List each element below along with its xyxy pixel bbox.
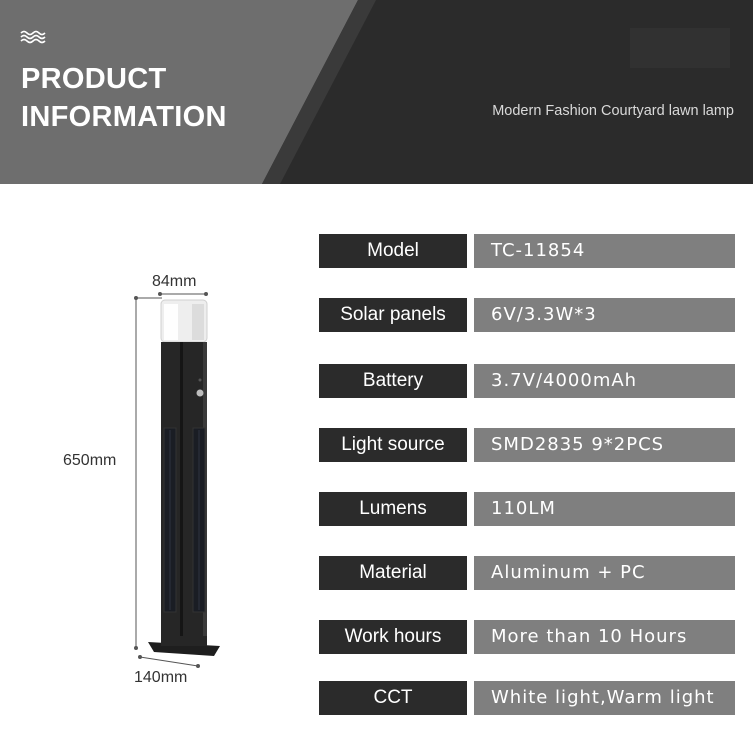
spec-value: SMD2835 9*2PCS	[474, 428, 735, 462]
spec-row-cct	[319, 681, 735, 715]
spec-row-model	[319, 234, 735, 268]
page-title	[21, 60, 227, 136]
spec-value: TC-11854	[474, 234, 735, 268]
height-dimension: 650mm	[63, 452, 117, 469]
spec-value: Aluminum + PC	[474, 556, 735, 590]
spec-label: Material	[319, 556, 467, 590]
product-subtitle: Modern Fashion Courtyard lawn lamp	[492, 103, 734, 119]
spec-value: 3.7V/4000mAh	[474, 364, 735, 398]
spec-label: Lumens	[319, 492, 467, 526]
spec-row-work-hours	[319, 620, 735, 654]
spec-label: Model	[319, 234, 467, 268]
header-banner	[0, 0, 753, 184]
spec-value: 110LM	[474, 492, 735, 526]
spec-row-lumens	[319, 492, 735, 526]
spec-row-light-source	[319, 428, 735, 462]
spec-label: Battery	[319, 364, 467, 398]
spec-label: Solar panels	[319, 298, 467, 332]
spec-value: White light,Warm light	[474, 681, 735, 715]
width-dimension: 84mm	[152, 273, 197, 290]
lamp-drawing	[0, 184, 300, 748]
spec-value: More than 10 Hours	[474, 620, 735, 654]
spec-row-battery	[319, 364, 735, 398]
spec-label: Work hours	[319, 620, 467, 654]
title-line-2: INFORMATION	[21, 101, 227, 133]
spec-label: CCT	[319, 681, 467, 715]
spec-row-material	[319, 556, 735, 590]
base-dimension: 140mm	[134, 669, 188, 686]
spec-label: Light source	[319, 428, 467, 462]
wave-icon	[20, 30, 48, 44]
spec-row-solar-panels	[319, 298, 735, 332]
lamp-illustration	[0, 184, 300, 748]
title-line-1: PRODUCT	[21, 63, 167, 95]
spec-value: 6V/3.3W*3	[474, 298, 735, 332]
